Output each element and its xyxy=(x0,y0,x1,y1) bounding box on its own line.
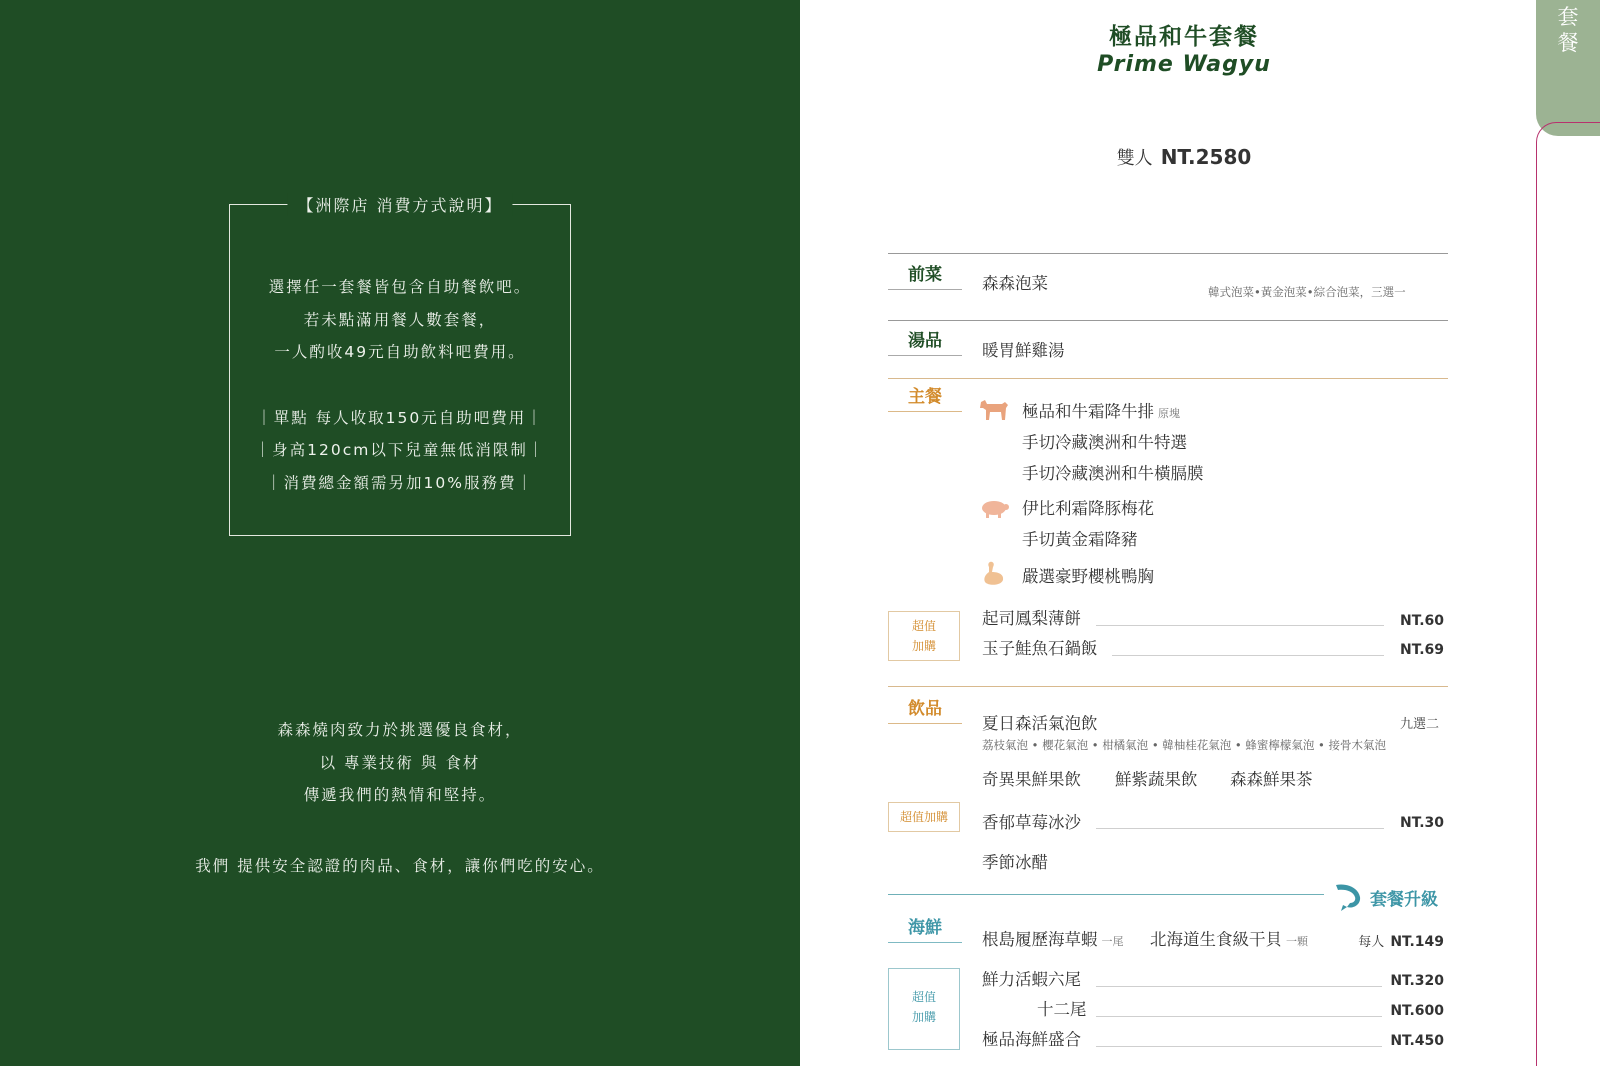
addon-price: NT.600 xyxy=(1390,1003,1444,1019)
main-item-pork: 伊比利霜降豚梅花 xyxy=(1022,499,1154,518)
soup-item: 暖胃鮮雞湯 xyxy=(982,341,1065,360)
seafood-item-name: 北海道生食級干貝 xyxy=(1150,930,1282,949)
divider xyxy=(888,686,1448,687)
set-price-value: NT.2580 xyxy=(1160,145,1252,169)
rule-line: 一人酌收49元自助飲料吧費用。 xyxy=(274,343,526,361)
category-main: 主餐 xyxy=(888,382,962,412)
addon-item: 極品海鮮盛合 xyxy=(982,1030,1081,1049)
duck-icon xyxy=(978,560,1010,588)
dotted-leader xyxy=(1096,828,1384,829)
appetizer-note: 韓式泡菜•黃金泡菜•綜合泡菜，三選一 xyxy=(1208,285,1406,299)
main-item-beef xyxy=(1022,398,1180,422)
dotted-leader xyxy=(1096,986,1382,987)
addon-price: NT.450 xyxy=(1390,1033,1444,1049)
shrimp-icon xyxy=(1332,881,1364,913)
seafood-per-label: 每人 xyxy=(1358,935,1385,950)
seafood-item-name: 根島履歷海草蝦 xyxy=(982,930,1098,949)
category-drinks: 飲品 xyxy=(888,694,962,724)
category-seafood: 海鮮 xyxy=(888,913,962,943)
addon-item: 鮮力活蝦六尾 xyxy=(982,970,1081,989)
seafood-price-value: NT.149 xyxy=(1390,934,1444,950)
appetizer-item: 森森泡菜 xyxy=(982,274,1048,293)
drink-item: 季節冰醋 xyxy=(982,853,1048,872)
divider xyxy=(888,378,1448,379)
drink-choice: 九選二 xyxy=(1400,717,1440,732)
rule-line: ｜單點 每人收取150元自助吧費用｜ xyxy=(256,408,544,427)
drink-item: 奇異果鮮果飲 xyxy=(982,770,1081,789)
main-item-pork: 手切黃金霜降豬 xyxy=(1022,530,1138,549)
category-soup: 湯品 xyxy=(888,326,962,356)
set-price-label: 雙人 xyxy=(1116,148,1153,169)
addon-item: 香郁草莓冰沙 xyxy=(982,813,1081,832)
intro-line: 以 專業技術 與 食材 xyxy=(319,753,481,772)
addon-item: 玉子鮭魚石鍋飯 xyxy=(982,639,1098,658)
divider xyxy=(888,320,1448,321)
main-item-beef-name: 極品和牛霜降牛排 xyxy=(1022,402,1154,421)
menu-page xyxy=(800,0,1600,1066)
addon-badge: 超值加購 xyxy=(888,802,960,832)
rule-line: 若未點滿用餐人數套餐， xyxy=(303,310,497,329)
addon-item: 十二尾 xyxy=(1037,1000,1087,1019)
ordering-rules-box xyxy=(229,196,571,536)
addon-price: NT.320 xyxy=(1390,973,1444,989)
main-item-beef: 手切冷藏澳洲和牛橫膈膜 xyxy=(1022,464,1204,483)
section-tab-char: 餐 xyxy=(1557,31,1579,55)
addon-badge: 超值 加購 xyxy=(888,611,960,661)
drink-item: 夏日森活氣泡飲 xyxy=(982,714,1098,733)
main-item-beef: 手切冷藏澳洲和牛特選 xyxy=(1022,433,1187,452)
drink-item: 森森鮮果茶 xyxy=(1230,770,1313,789)
pig-icon xyxy=(978,494,1010,522)
category-appetizer: 前菜 xyxy=(888,260,962,290)
menu-title: 極品和牛套餐 xyxy=(1109,24,1259,50)
dotted-leader xyxy=(1112,655,1384,656)
intro-line: 森森燒肉致力於挑選優良食材， xyxy=(277,721,523,739)
ordering-rules-title: 【洲際店 消費方式說明】 xyxy=(287,193,512,216)
section-tab-char: 套 xyxy=(1557,5,1579,29)
addon-price: NT.30 xyxy=(1400,815,1444,831)
drink-item: 鮮紫蔬果飲 xyxy=(1115,770,1198,789)
main-item-beef-note: 原塊 xyxy=(1158,407,1180,420)
addon-price: NT.60 xyxy=(1400,613,1444,629)
divider xyxy=(888,894,1324,895)
seafood-price xyxy=(1350,931,1444,950)
rule-line: 選擇任一套餐皆包含自助餐飲吧。 xyxy=(268,278,532,296)
intro-line: 我們 提供安全認證的肉品、食材，讓你們吃的安心。 xyxy=(195,856,605,875)
upgrade-label-text: 套餐升級 xyxy=(1370,889,1438,910)
brand-intro xyxy=(0,714,800,882)
menu-subtitle: Prime Wagyu xyxy=(1097,52,1271,77)
dotted-leader xyxy=(1096,1016,1382,1017)
addon-item: 起司鳳梨薄餅 xyxy=(982,609,1081,628)
divider xyxy=(888,253,1448,254)
ordering-rules-text xyxy=(230,271,570,499)
section-tab[interactable] xyxy=(1536,0,1600,136)
intro-line: 傳遞我們的熱情和堅持。 xyxy=(303,786,497,804)
page-edge-divider xyxy=(1536,122,1600,1066)
drink-note: 荔枝氣泡 • 櫻花氣泡 • 柑橘氣泡 • 韓柚桂花氣泡 • 蜂蜜檸檬氣泡 • 接骨木氣泡 xyxy=(982,738,1386,752)
seafood-item-unit: 一顆 xyxy=(1286,935,1308,948)
main-item-duck: 嚴選豪野櫻桃鴨胸 xyxy=(1022,567,1154,586)
seafood-item-unit: 一尾 xyxy=(1101,935,1124,948)
rule-line: ｜消費總金額需另加10%服務費｜ xyxy=(266,473,534,492)
addon-badge: 超值 加購 xyxy=(888,968,960,1050)
dotted-leader xyxy=(1096,625,1384,626)
seafood-item xyxy=(982,926,1124,950)
rule-line: ｜身高120cm以下兒童無低消限制｜ xyxy=(254,441,546,459)
addon-price: NT.69 xyxy=(1400,642,1444,658)
upgrade-label xyxy=(1332,880,1438,914)
seafood-item xyxy=(1150,926,1308,950)
set-price xyxy=(800,144,1568,170)
dotted-leader xyxy=(1096,1046,1382,1047)
cow-icon xyxy=(978,396,1010,424)
